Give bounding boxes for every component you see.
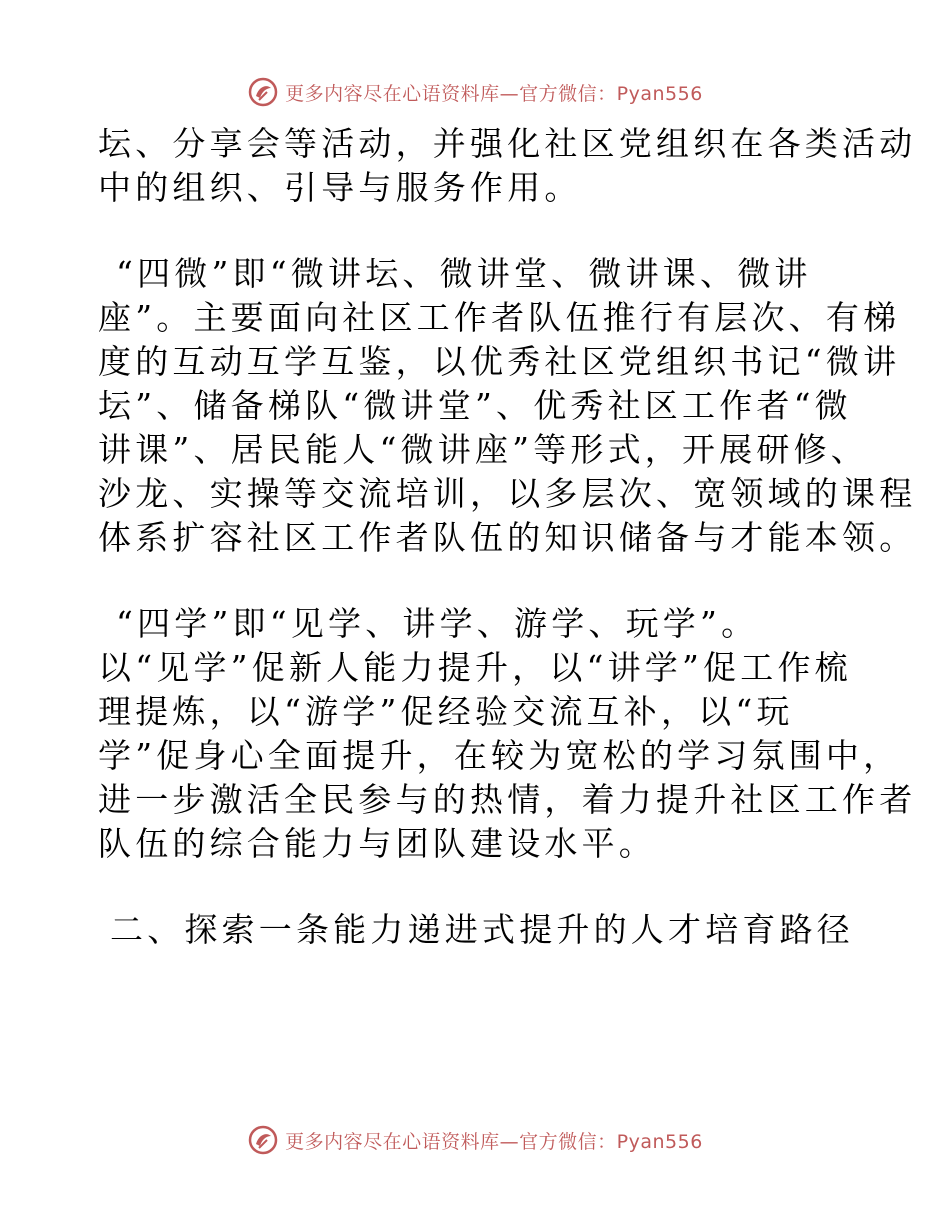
paragraph-1	[98, 122, 917, 210]
text-line: 讲课”、居民能人“微讲座”等形式，开展研修、	[98, 430, 869, 469]
text-line: 度的互动互学互鉴，以优秀社区党组织书记“微讲	[98, 342, 901, 381]
text-line: 座”。主要面向社区工作者队伍推行有层次、有梯	[98, 298, 901, 337]
logo-icon	[247, 76, 279, 108]
footer-watermark	[0, 1120, 950, 1160]
watermark-text: 更多内容尽在心语资料库—官方微信：Pyan556	[285, 1130, 703, 1153]
logo-icon	[247, 1124, 279, 1156]
text-line: 坛、分享会等活动，并强化社区党组织在各类活动	[98, 124, 917, 163]
text-line: 进一步激活全民参与的热情，着力提升社区工作者	[98, 780, 917, 819]
text-line: “四学”即“见学、讲学、游学、玩学”。	[116, 604, 759, 643]
watermark-text: 更多内容尽在心语资料库—官方微信：Pyan556	[285, 82, 703, 105]
text-line: 沙龙、实操等交流培训，以多层次、宽领域的课程	[98, 474, 917, 513]
text-line: 以“见学”促新人能力提升，以“讲学”促工作梳	[98, 648, 852, 687]
text-line: 理提炼，以“游学”促经验交流互补，以“玩	[98, 692, 794, 731]
text-line: 学”促身心全面提升，在较为宽松的学习氛围中，	[98, 736, 901, 775]
text-line: 坛”、储备梯队“微讲堂”、优秀社区工作者“微	[98, 386, 852, 425]
heading-line: 二、探索一条能力递进式提升的人才培育路径	[110, 910, 854, 949]
text-line: “四微”即“微讲坛、微讲堂、微讲课、微讲	[116, 254, 812, 293]
section-heading	[98, 908, 858, 952]
document-body	[98, 122, 917, 952]
header-watermark	[0, 72, 950, 112]
text-line: 中的组织、引导与服务作用。	[98, 168, 582, 207]
text-line: 队伍的综合能力与团队建设水平。	[98, 824, 656, 863]
paragraph-2	[98, 252, 917, 560]
paragraph-3	[98, 602, 917, 866]
text-line: 体系扩容社区工作者队伍的知识储备与才能本领。	[98, 518, 917, 557]
